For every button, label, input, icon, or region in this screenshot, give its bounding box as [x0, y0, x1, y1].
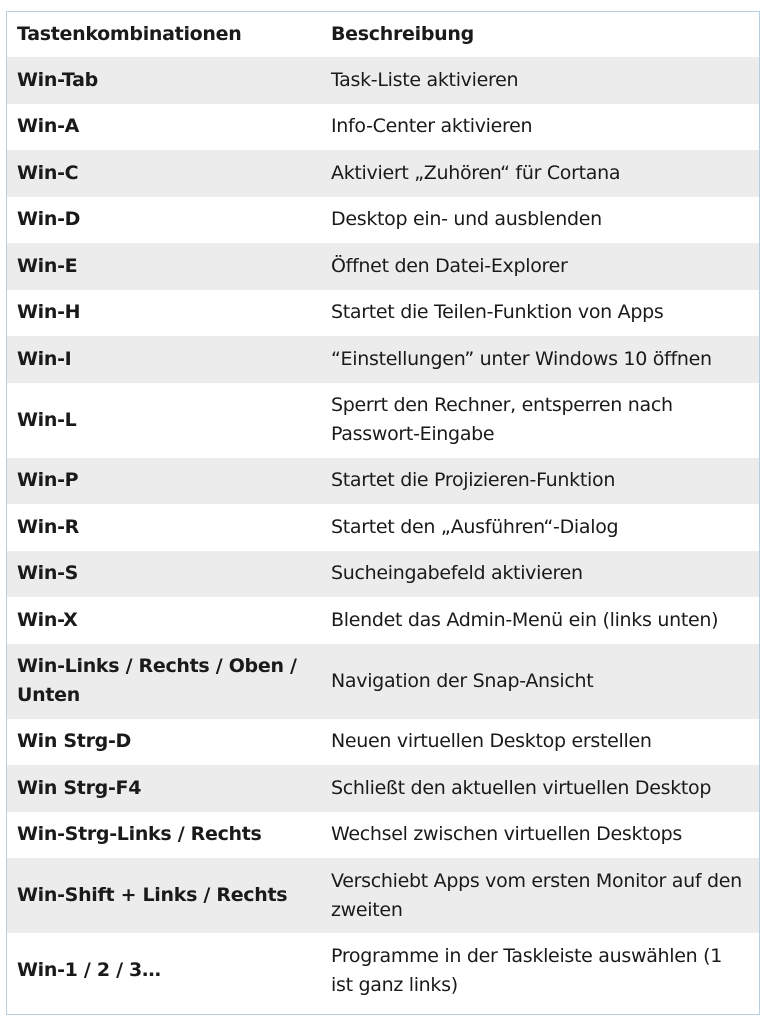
shortcut-key: Win-Shift + Links / Rechts	[17, 884, 288, 906]
table-row	[7, 197, 759, 244]
shortcut-key: Win-1 / 2 / 3…	[17, 959, 161, 981]
table-row	[7, 858, 759, 933]
shortcut-description: Desktop ein- und ausblenden	[331, 208, 602, 231]
shortcut-description: Neuen virtuellen Desktop erstellen	[331, 730, 652, 753]
shortcut-key: Win-L	[17, 408, 77, 431]
shortcut-key: Win-R	[17, 515, 80, 538]
shortcut-key: Win-Links / Rechts / Oben / Unten	[17, 655, 297, 706]
table-row	[7, 644, 759, 719]
table-row	[7, 719, 759, 766]
shortcut-description: Sucheingabefeld aktivieren	[331, 562, 583, 585]
table-row	[7, 383, 759, 458]
table-row	[7, 597, 759, 644]
table-row	[7, 290, 759, 337]
table-row	[7, 765, 759, 812]
shortcut-description: Startet die Teilen-Funktion von Apps	[331, 301, 664, 324]
shortcut-key: Win-I	[17, 347, 72, 370]
column-header-shortcut: Tastenkombinationen	[7, 12, 321, 57]
shortcut-key: Win-Strg-Links / Rechts	[17, 823, 262, 846]
table-row	[7, 104, 759, 151]
shortcut-description: Programme in der Taskleiste auswählen (1 ist ganz links)	[331, 944, 723, 996]
shortcut-key: Win-C	[17, 161, 79, 184]
table-row	[7, 243, 759, 290]
shortcut-key: Win-Tab	[17, 68, 98, 91]
shortcut-key: Win-H	[17, 301, 81, 324]
shortcut-table-frame	[6, 11, 760, 1015]
shortcut-description: Sperrt den Rechner, entsperren nach Passwort-Eingabe	[331, 394, 673, 445]
shortcut-description: Wechsel zwischen virtuellen Desktops	[331, 823, 683, 846]
table-row	[7, 551, 759, 598]
shortcut-key: Win-D	[17, 208, 81, 231]
table-row	[7, 458, 759, 505]
table-row	[7, 504, 759, 551]
shortcut-key: Win Strg-F4	[17, 776, 142, 799]
table-row	[7, 150, 759, 197]
shortcut-description: Startet den „Ausführen“-Dialog	[331, 515, 619, 538]
shortcut-description: “Einstellungen” unter Windows 10 öffnen	[331, 347, 712, 370]
column-header-description: Beschreibung	[321, 12, 759, 57]
shortcut-description: Navigation der Snap-Ansicht	[331, 669, 594, 692]
shortcut-key: Win-S	[17, 562, 79, 585]
table-row	[7, 336, 759, 383]
table-row	[7, 933, 759, 1008]
shortcut-description: Startet die Projizieren-Funktion	[331, 469, 616, 492]
shortcut-description: Öffnet den Datei-Explorer	[331, 254, 568, 277]
shortcut-description: Info-Center aktivieren	[331, 115, 533, 138]
table-row	[7, 57, 759, 104]
table-header-row	[7, 12, 759, 57]
shortcut-description: Verschiebt Apps vom ersten Monitor auf den zweiten	[331, 869, 742, 921]
shortcut-description: Blendet das Admin-Menü ein (links unten)	[331, 608, 719, 631]
shortcut-description: Task-Liste aktivieren	[331, 68, 519, 91]
shortcut-key: Win-P	[17, 469, 79, 492]
shortcut-key: Win-A	[17, 115, 80, 138]
table-row	[7, 812, 759, 859]
shortcut-key: Win-E	[17, 254, 78, 277]
shortcut-description: Schließt den aktuellen virtuellen Desktop	[331, 776, 712, 799]
shortcut-key: Win Strg-D	[17, 730, 132, 753]
shortcut-table	[7, 12, 759, 1008]
shortcut-key: Win-X	[17, 608, 78, 631]
shortcut-description: Aktiviert „Zuhören“ für Cortana	[331, 161, 621, 184]
